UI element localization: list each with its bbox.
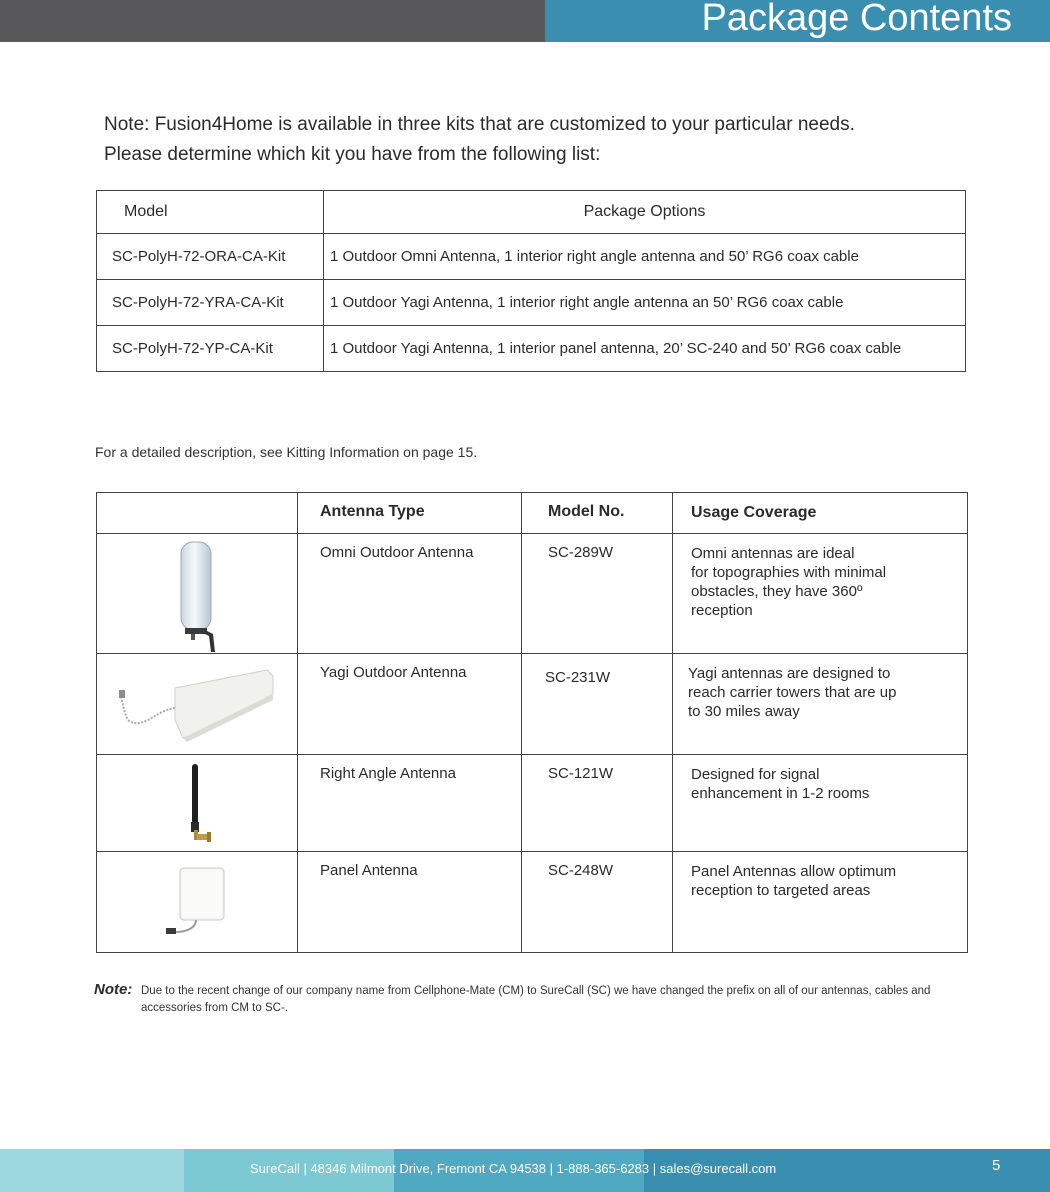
model-no: SC-121W	[522, 755, 673, 851]
footnote-label: Note:	[94, 981, 133, 998]
image-column-header	[97, 493, 298, 533]
antenna-type: Right Angle Antenna	[298, 755, 522, 851]
model-no: SC-248W	[522, 852, 673, 952]
kit-options: 1 Outdoor Yagi Antenna, 1 interior panel antenna, 20’ SC-240 and 50’ RG6 coax cable	[330, 340, 902, 357]
table-row	[96, 326, 966, 372]
model-no: SC-231W	[522, 654, 673, 754]
header-bar-dark	[0, 0, 545, 42]
footer-segment	[0, 1149, 184, 1192]
page-title: Package Contents	[701, 0, 1012, 39]
intro-line-1: Note: Fusion4Home is available in three kits that are customized to your particular needs.	[104, 114, 855, 135]
table-row	[97, 654, 967, 755]
kit-model: SC-PolyH-72-ORA-CA-Kit	[97, 234, 324, 279]
page-number: 5	[992, 1157, 1001, 1174]
usage-line: Yagi antennas are designed to	[688, 665, 891, 682]
usage-coverage-header: Usage Coverage	[691, 504, 817, 521]
antenna-image-cell	[97, 654, 298, 754]
table-row	[97, 534, 967, 654]
header-bar-blue	[545, 0, 1050, 42]
antenna-type: Panel Antenna	[298, 852, 522, 952]
detail-reference: For a detailed description, see Kitting Information on page 15.	[95, 444, 478, 460]
kit-options: 1 Outdoor Omni Antenna, 1 interior right angle antenna and 50’ RG6 coax cable	[330, 248, 859, 265]
usage-line: Omni antennas are ideal	[691, 545, 855, 562]
antennas-header-row	[97, 493, 967, 534]
right-angle-antenna-icon	[177, 760, 217, 846]
model-no: SC-289W	[522, 534, 673, 653]
footnote-text: Due to the recent change of our company name from Cellphone-Mate (CM) to SureCall (SC) we have changed the prefix on all of our antennas, cables and accessories from CM to SC-.	[141, 985, 931, 1014]
kit-options: 1 Outdoor Yagi Antenna, 1 interior right angle antenna an 50’ RG6 coax cable	[330, 294, 844, 311]
table-row	[97, 852, 967, 952]
usage-coverage	[673, 654, 967, 754]
usage-line: reach carrier towers that are up	[688, 684, 897, 701]
usage-line: to 30 miles away	[688, 703, 800, 720]
usage-coverage	[673, 852, 967, 952]
usage-line: reception to targeted areas	[691, 882, 871, 899]
usage-coverage	[673, 534, 967, 653]
antenna-type-header: Antenna Type	[298, 493, 522, 533]
kits-header-model: Model	[97, 191, 324, 233]
model-no-header: Model No.	[522, 493, 673, 533]
panel-antenna-icon	[162, 862, 232, 942]
usage-line: for topographies with minimal	[691, 564, 887, 581]
omni-antenna-icon	[167, 536, 227, 652]
table-row	[97, 755, 967, 852]
antenna-type: Omni Outdoor Antenna	[298, 534, 522, 653]
usage-line: enhancement in 1-2 rooms	[691, 785, 870, 802]
usage-coverage	[673, 755, 967, 851]
antenna-type: Yagi Outdoor Antenna	[298, 654, 522, 754]
antennas-table	[96, 492, 968, 953]
footer-contact: SureCall | 48346 Milmont Drive, Fremont CA 94538 | 1-888-365-6283 | sales@surecall.com	[250, 1161, 777, 1176]
kits-header-options: Package Options	[583, 203, 706, 220]
intro-note	[104, 110, 855, 170]
usage-line: obstacles, they have 360º	[691, 583, 863, 600]
table-row	[96, 234, 966, 280]
usage-line: Panel Antennas allow optimum	[691, 863, 897, 880]
intro-line-2: Please determine which kit you have from the following list:	[104, 144, 601, 165]
table-row	[96, 280, 966, 326]
usage-line: reception	[691, 602, 753, 619]
kits-table	[96, 190, 966, 372]
antenna-image-cell	[97, 852, 298, 952]
yagi-antenna-icon	[117, 664, 277, 744]
kit-model: SC-PolyH-72-YP-CA-Kit	[97, 326, 324, 371]
antenna-image-cell	[97, 755, 298, 851]
antenna-image-cell	[97, 534, 298, 653]
usage-line: Designed for signal	[691, 766, 820, 783]
kit-model: SC-PolyH-72-YRA-CA-Kit	[97, 280, 324, 325]
kits-header-row	[96, 190, 966, 234]
